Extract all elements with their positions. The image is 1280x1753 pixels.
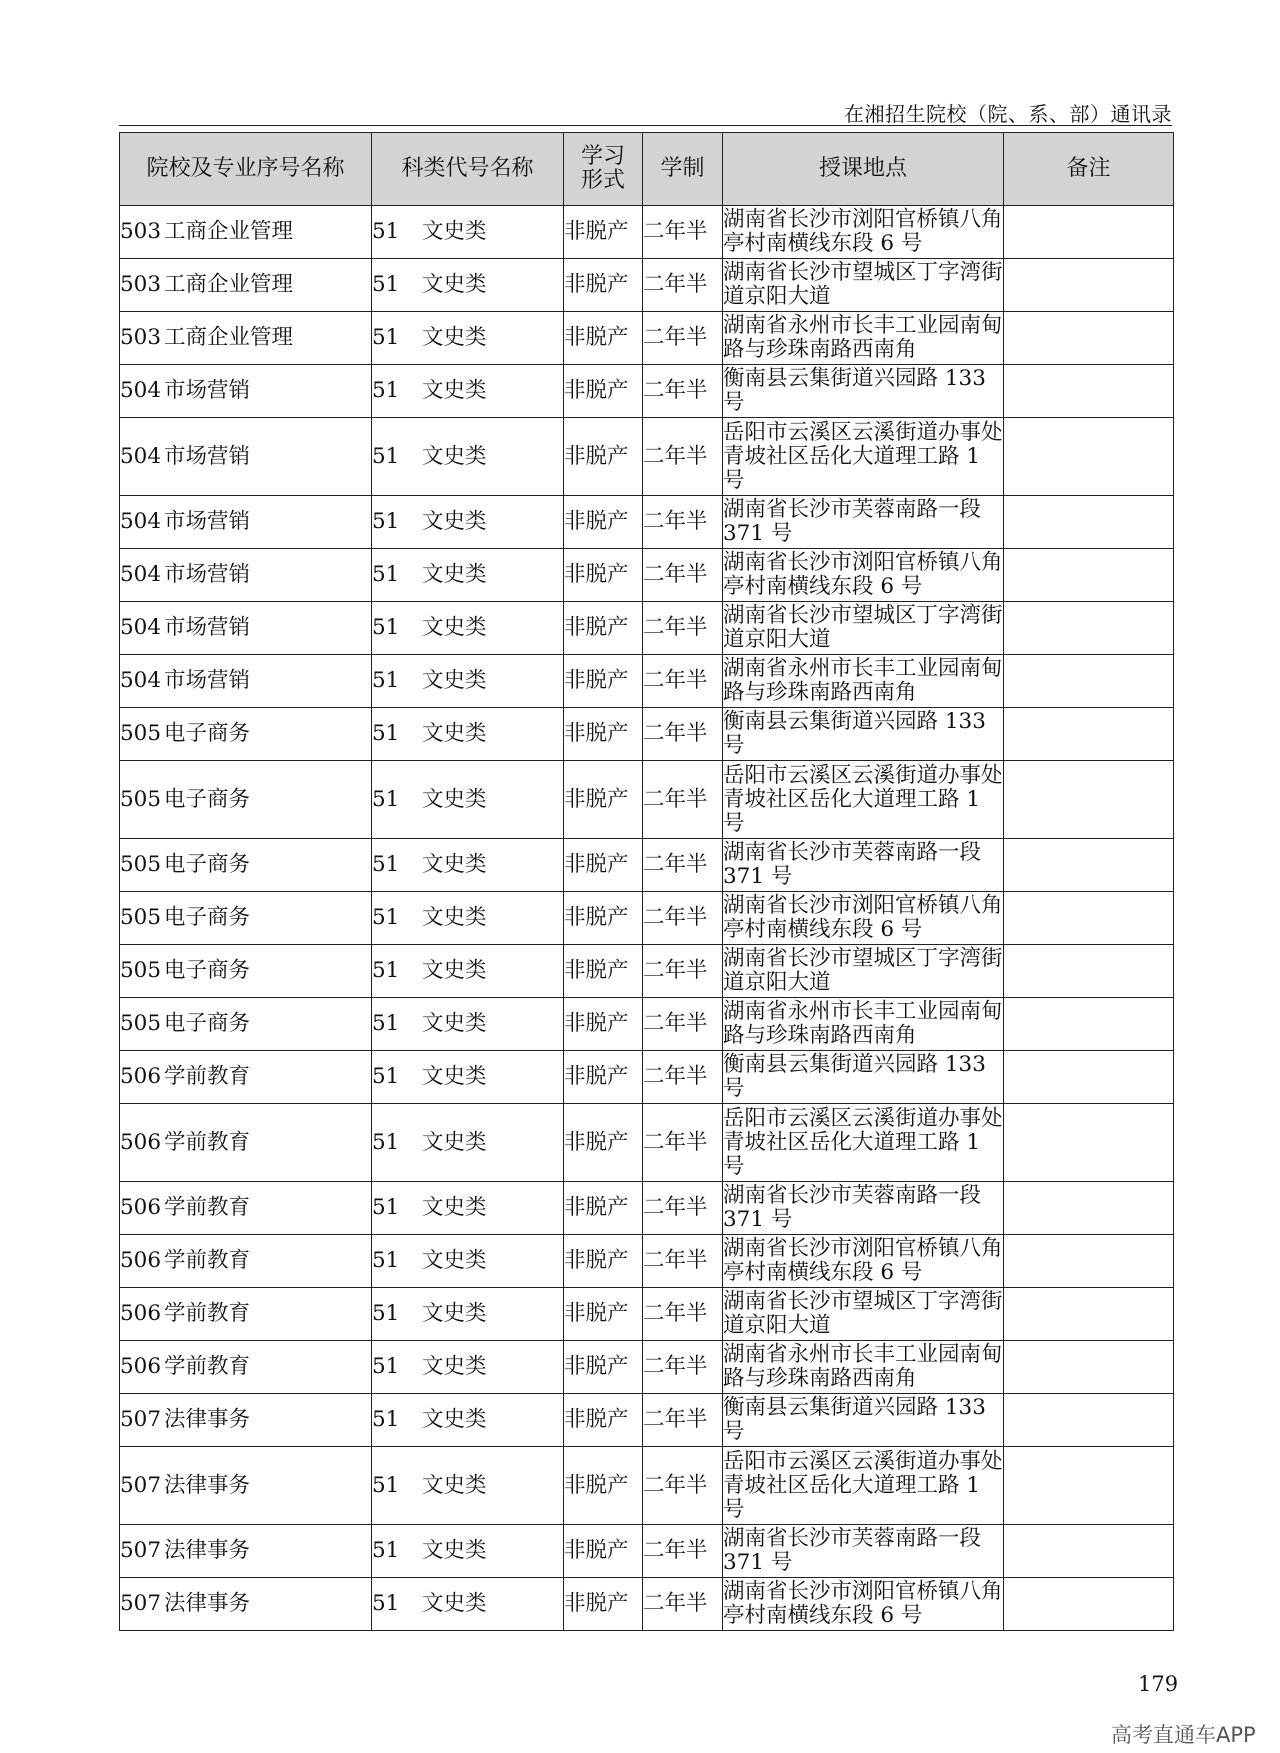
remarks-cell: [1004, 1341, 1174, 1394]
major-name: 学前教育: [164, 1195, 251, 1220]
duration-cell: 二年半: [643, 365, 723, 418]
major-cell: [120, 602, 372, 655]
mode-cell: 非脱产: [564, 206, 643, 259]
subject-name: 文史类: [422, 562, 487, 587]
mode-cell: 非脱产: [564, 1104, 643, 1182]
mode-cell: 非脱产: [564, 365, 643, 418]
major-cell: [120, 496, 372, 549]
subject-code: 51: [372, 1538, 400, 1563]
location-cell: 衡南县云集街道兴园路 133 号: [723, 365, 1004, 418]
major-name: 电子商务: [164, 852, 251, 877]
major-cell: [120, 1235, 372, 1288]
header-subject: 科类代号名称: [372, 133, 564, 206]
major-name: 市场营销: [164, 509, 251, 534]
table-row: [120, 1341, 1174, 1394]
subject-code: 51: [372, 325, 400, 350]
table-row: [120, 1394, 1174, 1447]
major-cell: [120, 1578, 372, 1631]
major-name: 法律事务: [164, 1407, 251, 1432]
subject-cell: [372, 761, 564, 839]
major-number: 506: [120, 1301, 162, 1326]
mode-cell: 非脱产: [564, 839, 643, 892]
subject-cell: [372, 1394, 564, 1447]
remarks-cell: [1004, 365, 1174, 418]
mode-cell: 非脱产: [564, 655, 643, 708]
major-name: 电子商务: [164, 958, 251, 983]
location-cell: 湖南省永州市长丰工业园南甸路与珍珠南路西南角: [723, 655, 1004, 708]
subject-name: 文史类: [422, 1538, 487, 1563]
duration-cell: 二年半: [643, 839, 723, 892]
major-cell: [120, 549, 372, 602]
remarks-cell: [1004, 1578, 1174, 1631]
major-cell: [120, 892, 372, 945]
subject-code: 51: [372, 1354, 400, 1379]
major-cell: [120, 655, 372, 708]
table-row: [120, 892, 1174, 945]
table-row: [120, 1182, 1174, 1235]
subject-cell: [372, 549, 564, 602]
mode-cell: 非脱产: [564, 1394, 643, 1447]
subject-name: 文史类: [422, 668, 487, 693]
table-header-row: [120, 133, 1174, 206]
table-row: [120, 418, 1174, 496]
subject-name: 文史类: [422, 1011, 487, 1036]
remarks-cell: [1004, 1447, 1174, 1525]
major-cell: [120, 945, 372, 998]
duration-cell: 二年半: [643, 1182, 723, 1235]
major-name: 市场营销: [164, 443, 251, 469]
duration-cell: 二年半: [643, 1104, 723, 1182]
major-number: 506: [120, 1248, 162, 1273]
table-row: [120, 1525, 1174, 1578]
subject-name: 文史类: [422, 721, 487, 746]
subject-code: 51: [372, 668, 400, 693]
subject-code: 51: [372, 721, 400, 746]
subject-name: 文史类: [422, 1301, 487, 1326]
subject-cell: [372, 418, 564, 496]
major-name: 工商企业管理: [164, 272, 294, 297]
major-cell: [120, 998, 372, 1051]
table-row: [120, 496, 1174, 549]
major-name: 工商企业管理: [164, 219, 294, 244]
major-number: 503: [120, 325, 162, 350]
mode-cell: 非脱产: [564, 418, 643, 496]
major-name: 电子商务: [164, 786, 251, 812]
location-cell: 湖南省长沙市浏阳官桥镇八角亭村南横线东段 6 号: [723, 1578, 1004, 1631]
major-name: 市场营销: [164, 378, 251, 403]
subject-cell: [372, 1182, 564, 1235]
major-name: 法律事务: [164, 1538, 251, 1563]
major-number: 507: [120, 1472, 162, 1498]
location-cell: 岳阳市云溪区云溪街道办事处青坡社区岳化大道理工路 1 号: [723, 418, 1004, 496]
remarks-cell: [1004, 892, 1174, 945]
subject-cell: [372, 1104, 564, 1182]
major-cell: [120, 1104, 372, 1182]
major-cell: [120, 1394, 372, 1447]
header-mode-line2: 形式: [580, 168, 625, 193]
duration-cell: 二年半: [643, 1447, 723, 1525]
subject-code: 51: [372, 852, 400, 877]
major-name: 电子商务: [164, 721, 251, 746]
subject-code: 51: [372, 562, 400, 587]
mode-cell: 非脱产: [564, 549, 643, 602]
remarks-cell: [1004, 655, 1174, 708]
subject-code: 51: [372, 272, 400, 297]
table-row: [120, 761, 1174, 839]
major-cell: [120, 418, 372, 496]
remarks-cell: [1004, 1104, 1174, 1182]
remarks-cell: [1004, 549, 1174, 602]
subject-code: 51: [372, 1129, 400, 1155]
mode-cell: 非脱产: [564, 945, 643, 998]
subject-cell: [372, 839, 564, 892]
subject-name: 文史类: [422, 1354, 487, 1379]
subject-cell: [372, 365, 564, 418]
subject-name: 文史类: [422, 958, 487, 983]
major-number: 506: [120, 1354, 162, 1379]
duration-cell: 二年半: [643, 1051, 723, 1104]
mode-cell: 非脱产: [564, 1182, 643, 1235]
mode-cell: 非脱产: [564, 1235, 643, 1288]
duration-cell: 二年半: [643, 259, 723, 312]
duration-cell: 二年半: [643, 655, 723, 708]
subject-name: 文史类: [422, 1064, 487, 1089]
major-number: 506: [120, 1195, 162, 1220]
duration-cell: 二年半: [643, 761, 723, 839]
header-mode-line1: 学习: [580, 144, 625, 169]
subject-code: 51: [372, 958, 400, 983]
subject-code: 51: [372, 1591, 400, 1616]
remarks-cell: [1004, 1525, 1174, 1578]
duration-cell: 二年半: [643, 1578, 723, 1631]
location-cell: 湖南省长沙市芙蓉南路一段 371 号: [723, 839, 1004, 892]
remarks-cell: [1004, 1051, 1174, 1104]
major-cell: [120, 1525, 372, 1578]
subject-cell: [372, 206, 564, 259]
duration-cell: 二年半: [643, 1341, 723, 1394]
major-name: 学前教育: [164, 1064, 251, 1089]
subject-cell: [372, 1578, 564, 1631]
location-cell: 岳阳市云溪区云溪街道办事处青坡社区岳化大道理工路 1 号: [723, 1447, 1004, 1525]
subject-code: 51: [372, 1301, 400, 1326]
subject-name: 文史类: [422, 1472, 487, 1498]
major-number: 504: [120, 668, 162, 693]
location-cell: 湖南省长沙市望城区丁字湾街道京阳大道: [723, 602, 1004, 655]
table-row: [120, 1235, 1174, 1288]
major-number: 505: [120, 1011, 162, 1036]
location-cell: 岳阳市云溪区云溪街道办事处青坡社区岳化大道理工路 1 号: [723, 1104, 1004, 1182]
subject-code: 51: [372, 786, 400, 812]
location-cell: 岳阳市云溪区云溪街道办事处青坡社区岳化大道理工路 1 号: [723, 761, 1004, 839]
major-name: 电子商务: [164, 905, 251, 930]
mode-cell: 非脱产: [564, 496, 643, 549]
remarks-cell: [1004, 1182, 1174, 1235]
major-name: 法律事务: [164, 1591, 251, 1616]
subject-cell: [372, 1051, 564, 1104]
major-name: 学前教育: [164, 1248, 251, 1273]
table-row: [120, 206, 1174, 259]
remarks-cell: [1004, 206, 1174, 259]
subject-name: 文史类: [422, 219, 487, 244]
location-cell: 湖南省长沙市浏阳官桥镇八角亭村南横线东段 6 号: [723, 892, 1004, 945]
mode-cell: 非脱产: [564, 312, 643, 365]
location-cell: 湖南省长沙市浏阳官桥镇八角亭村南横线东段 6 号: [723, 1235, 1004, 1288]
duration-cell: 二年半: [643, 1235, 723, 1288]
mode-cell: 非脱产: [564, 602, 643, 655]
major-number: 504: [120, 562, 162, 587]
duration-cell: 二年半: [643, 312, 723, 365]
header-mode: [564, 133, 643, 206]
major-number: 504: [120, 615, 162, 640]
subject-name: 文史类: [422, 852, 487, 877]
location-cell: 衡南县云集街道兴园路 133 号: [723, 1394, 1004, 1447]
major-name: 市场营销: [164, 615, 251, 640]
duration-cell: 二年半: [643, 945, 723, 998]
table-row: [120, 1578, 1174, 1631]
mode-cell: 非脱产: [564, 761, 643, 839]
duration-cell: 二年半: [643, 418, 723, 496]
mode-cell: 非脱产: [564, 708, 643, 761]
location-cell: 湖南省长沙市芙蓉南路一段 371 号: [723, 496, 1004, 549]
duration-cell: 二年半: [643, 892, 723, 945]
major-cell: [120, 365, 372, 418]
remarks-cell: [1004, 259, 1174, 312]
major-number: 506: [120, 1064, 162, 1089]
subject-name: 文史类: [422, 443, 487, 469]
subject-cell: [372, 602, 564, 655]
subject-code: 51: [372, 1011, 400, 1036]
subject-name: 文史类: [422, 786, 487, 812]
duration-cell: 二年半: [643, 602, 723, 655]
major-number: 504: [120, 509, 162, 534]
location-cell: 湖南省长沙市芙蓉南路一段 371 号: [723, 1182, 1004, 1235]
mode-cell: 非脱产: [564, 1525, 643, 1578]
subject-code: 51: [372, 443, 400, 469]
subject-code: 51: [372, 905, 400, 930]
major-name: 法律事务: [164, 1472, 251, 1498]
major-number: 505: [120, 905, 162, 930]
subject-code: 51: [372, 1195, 400, 1220]
major-number: 503: [120, 219, 162, 244]
table-row: [120, 839, 1174, 892]
duration-cell: 二年半: [643, 549, 723, 602]
mode-cell: 非脱产: [564, 1051, 643, 1104]
subject-code: 51: [372, 219, 400, 244]
table-row: [120, 655, 1174, 708]
subject-code: 51: [372, 1407, 400, 1432]
duration-cell: 二年半: [643, 1394, 723, 1447]
subject-code: 51: [372, 378, 400, 403]
mode-cell: 非脱产: [564, 1447, 643, 1525]
subject-cell: [372, 945, 564, 998]
duration-cell: 二年半: [643, 708, 723, 761]
subject-code: 51: [372, 615, 400, 640]
table-row: [120, 259, 1174, 312]
remarks-cell: [1004, 418, 1174, 496]
table-row: [120, 1051, 1174, 1104]
major-name: 市场营销: [164, 668, 251, 693]
location-cell: 湖南省长沙市浏阳官桥镇八角亭村南横线东段 6 号: [723, 206, 1004, 259]
subject-code: 51: [372, 1248, 400, 1273]
page-number: 179: [1138, 1672, 1179, 1696]
major-cell: [120, 259, 372, 312]
major-cell: [120, 708, 372, 761]
table-row: [120, 602, 1174, 655]
major-cell: [120, 1051, 372, 1104]
subject-name: 文史类: [422, 325, 487, 350]
table-row: [120, 1447, 1174, 1525]
header-remarks: 备注: [1004, 133, 1174, 206]
table-row: [120, 945, 1174, 998]
table-row: [120, 1104, 1174, 1182]
major-name: 市场营销: [164, 562, 251, 587]
table-row: [120, 1288, 1174, 1341]
remarks-cell: [1004, 1235, 1174, 1288]
header-rule: [119, 125, 1172, 126]
subject-cell: [372, 259, 564, 312]
location-cell: 湖南省长沙市望城区丁字湾街道京阳大道: [723, 1288, 1004, 1341]
duration-cell: 二年半: [643, 1525, 723, 1578]
subject-name: 文史类: [422, 905, 487, 930]
table-body: [120, 206, 1174, 1631]
header-duration: 学制: [643, 133, 723, 206]
location-cell: 湖南省长沙市望城区丁字湾街道京阳大道: [723, 945, 1004, 998]
major-number: 507: [120, 1538, 162, 1563]
table-row: [120, 312, 1174, 365]
major-cell: [120, 312, 372, 365]
remarks-cell: [1004, 602, 1174, 655]
major-cell: [120, 1288, 372, 1341]
duration-cell: 二年半: [643, 496, 723, 549]
table-row: [120, 708, 1174, 761]
remarks-cell: [1004, 708, 1174, 761]
subject-cell: [372, 892, 564, 945]
major-cell: [120, 1447, 372, 1525]
table-row: [120, 998, 1174, 1051]
duration-cell: 二年半: [643, 1288, 723, 1341]
major-name: 学前教育: [164, 1354, 251, 1379]
location-cell: 湖南省长沙市芙蓉南路一段 371 号: [723, 1525, 1004, 1578]
major-cell: [120, 839, 372, 892]
subject-code: 51: [372, 1064, 400, 1089]
enrollment-table: [119, 132, 1174, 1631]
major-name: 学前教育: [164, 1129, 251, 1155]
mode-cell: 非脱产: [564, 1578, 643, 1631]
major-name: 电子商务: [164, 1011, 251, 1036]
mode-cell: 非脱产: [564, 1288, 643, 1341]
subject-cell: [372, 1341, 564, 1394]
remarks-cell: [1004, 496, 1174, 549]
mode-cell: 非脱产: [564, 998, 643, 1051]
duration-cell: 二年半: [643, 998, 723, 1051]
location-cell: 衡南县云集街道兴园路 133 号: [723, 708, 1004, 761]
subject-cell: [372, 998, 564, 1051]
table-row: [120, 549, 1174, 602]
major-number: 505: [120, 786, 162, 812]
major-cell: [120, 1341, 372, 1394]
major-number: 503: [120, 272, 162, 297]
location-cell: 衡南县云集街道兴园路 133 号: [723, 1051, 1004, 1104]
subject-name: 文史类: [422, 1195, 487, 1220]
subject-name: 文史类: [422, 272, 487, 297]
subject-cell: [372, 496, 564, 549]
major-number: 507: [120, 1407, 162, 1432]
mode-cell: 非脱产: [564, 1341, 643, 1394]
subject-cell: [372, 708, 564, 761]
location-cell: 湖南省永州市长丰工业园南甸路与珍珠南路西南角: [723, 1341, 1004, 1394]
subject-name: 文史类: [422, 1591, 487, 1616]
remarks-cell: [1004, 839, 1174, 892]
major-number: 504: [120, 443, 162, 469]
major-cell: [120, 761, 372, 839]
subject-cell: [372, 1288, 564, 1341]
mode-cell: 非脱产: [564, 892, 643, 945]
remarks-cell: [1004, 945, 1174, 998]
major-number: 505: [120, 852, 162, 877]
remarks-cell: [1004, 1394, 1174, 1447]
subject-cell: [372, 655, 564, 708]
remarks-cell: [1004, 312, 1174, 365]
location-cell: 湖南省长沙市望城区丁字湾街道京阳大道: [723, 259, 1004, 312]
subject-name: 文史类: [422, 1407, 487, 1432]
subject-cell: [372, 312, 564, 365]
subject-name: 文史类: [422, 1129, 487, 1155]
running-head: 在湘招生院校（院、系、部）通讯录: [844, 102, 1172, 126]
watermark: 高考直通车APP: [1111, 1723, 1256, 1747]
major-name: 工商企业管理: [164, 325, 294, 350]
header-location: 授课地点: [723, 133, 1004, 206]
subject-code: 51: [372, 509, 400, 534]
major-cell: [120, 206, 372, 259]
major-number: 505: [120, 721, 162, 746]
location-cell: 湖南省永州市长丰工业园南甸路与珍珠南路西南角: [723, 312, 1004, 365]
subject-name: 文史类: [422, 1248, 487, 1273]
subject-code: 51: [372, 1472, 400, 1498]
major-number: 506: [120, 1129, 162, 1155]
mode-cell: 非脱产: [564, 259, 643, 312]
table-row: [120, 365, 1174, 418]
subject-name: 文史类: [422, 378, 487, 403]
major-number: 507: [120, 1591, 162, 1616]
remarks-cell: [1004, 998, 1174, 1051]
major-number: 505: [120, 958, 162, 983]
remarks-cell: [1004, 1288, 1174, 1341]
major-number: 504: [120, 378, 162, 403]
location-cell: 湖南省长沙市浏阳官桥镇八角亭村南横线东段 6 号: [723, 549, 1004, 602]
location-cell: 湖南省永州市长丰工业园南甸路与珍珠南路西南角: [723, 998, 1004, 1051]
subject-cell: [372, 1525, 564, 1578]
major-name: 学前教育: [164, 1301, 251, 1326]
subject-name: 文史类: [422, 615, 487, 640]
header-major: 院校及专业序号名称: [120, 133, 372, 206]
subject-cell: [372, 1447, 564, 1525]
remarks-cell: [1004, 761, 1174, 839]
subject-cell: [372, 1235, 564, 1288]
duration-cell: 二年半: [643, 206, 723, 259]
subject-name: 文史类: [422, 509, 487, 534]
major-cell: [120, 1182, 372, 1235]
